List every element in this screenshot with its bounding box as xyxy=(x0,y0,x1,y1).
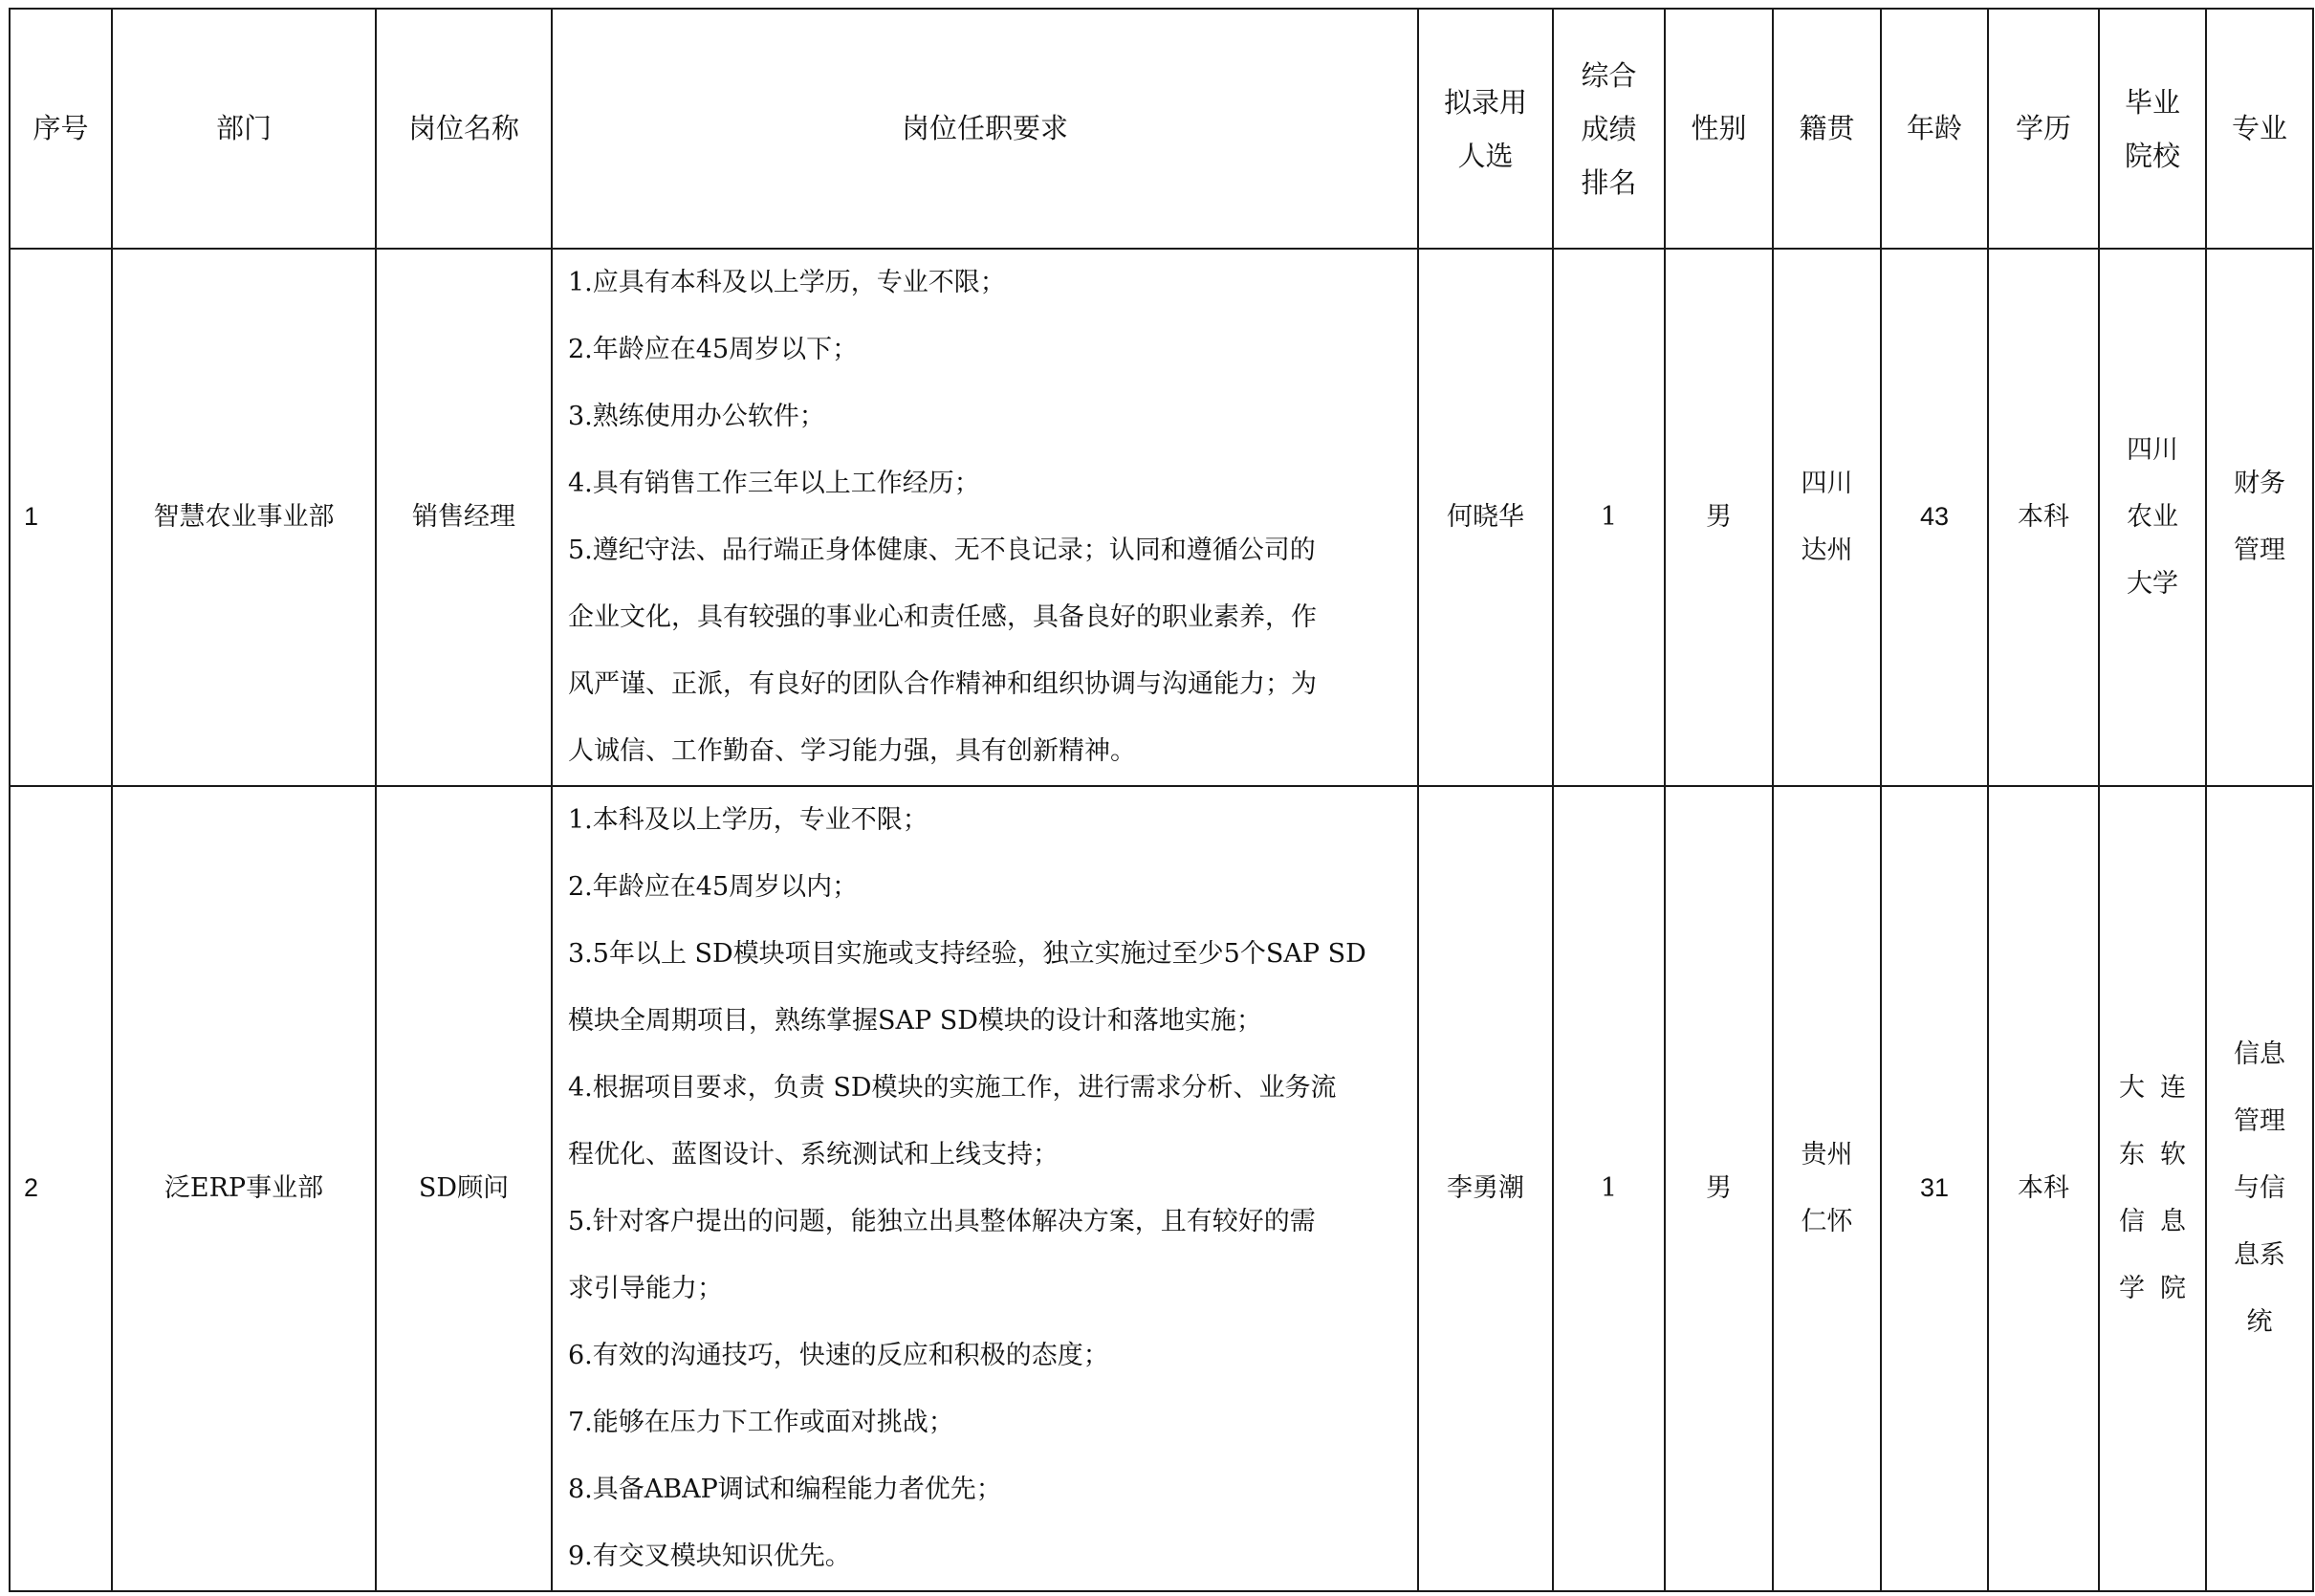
row-school: 大连 东软 信息 学院 xyxy=(2099,786,2206,1591)
requirement-line: 2.年龄应在45周岁以内； xyxy=(568,872,859,902)
header-row xyxy=(10,9,2313,249)
row-position: SD顾问 xyxy=(376,786,552,1591)
requirement-line: 6.有效的沟通技巧，快速的反应和积极的态度； xyxy=(568,1341,1109,1370)
row-major: 财务 管理 xyxy=(2206,249,2313,786)
table-row xyxy=(10,786,2313,1591)
requirement-line: 5.遵纪守法、品行端正身体健康、无不良记录；认同和遵循公司的 xyxy=(568,536,1316,565)
requirement-line: 模块全周期项目，熟练掌握SAP SD模块的设计和落地实施； xyxy=(568,1006,1262,1036)
requirement-line: 5.针对客户提出的问题，能独立出具整体解决方案，且有较好的需 xyxy=(568,1207,1316,1236)
header-gender: 性别 xyxy=(1665,9,1773,249)
header-major: 专业 xyxy=(2206,9,2313,249)
requirement-line: 7.能够在压力下工作或面对挑战； xyxy=(568,1408,954,1437)
requirement-line: 企业文化，具有较强的事业心和责任感，具备良好的职业素养，作 xyxy=(568,602,1317,632)
requirement-line: 3.5年以上 SD模块项目实施或支持经验，独立实施过至少5个SAP SD xyxy=(568,939,1366,969)
row-edu: 本科 xyxy=(1988,249,2099,786)
table-row xyxy=(10,249,2313,786)
header-origin: 籍贯 xyxy=(1773,9,1881,249)
requirement-line: 8.具备ABAP调试和编程能力者优先； xyxy=(568,1475,1002,1504)
row-requirements xyxy=(552,249,1418,786)
header-rank: 综合 成绩 排名 xyxy=(1553,9,1665,249)
requirement-line: 风严谨、正派，有良好的团队合作精神和组织协调与沟通能力；为 xyxy=(568,669,1317,699)
recruitment-table xyxy=(9,8,2314,1592)
row-gender: 男 xyxy=(1665,786,1773,1591)
requirement-line: 3.熟练使用办公软件； xyxy=(568,402,825,431)
requirement-line: 9.有交叉模块知识优先。 xyxy=(568,1541,851,1571)
requirement-line: 4.根据项目要求，负责 SD模块的实施工作，进行需求分析、业务流 xyxy=(568,1073,1337,1103)
row-rank: 1 xyxy=(1553,786,1665,1591)
row-gender: 男 xyxy=(1665,249,1773,786)
header-candidate: 拟录用 人选 xyxy=(1418,9,1553,249)
header-requirements: 岗位任职要求 xyxy=(552,9,1418,249)
row-age: 31 xyxy=(1881,786,1988,1591)
requirement-line: 2.年龄应在45周岁以下； xyxy=(568,335,859,364)
row-age: 43 xyxy=(1881,249,1988,786)
header-edu: 学历 xyxy=(1988,9,2099,249)
row-major: 信息 管理 与信 息系 统 xyxy=(2206,786,2313,1591)
row-edu: 本科 xyxy=(1988,786,2099,1591)
row-candidate: 李勇潮 xyxy=(1418,786,1553,1591)
requirement-line: 人诚信、工作勤奋、学习能力强，具有创新精神。 xyxy=(568,736,1136,766)
requirement-line: 程优化、蓝图设计、系统测试和上线支持； xyxy=(568,1140,1059,1170)
row-origin: 四川 达州 xyxy=(1773,249,1881,786)
row-rank: 1 xyxy=(1553,249,1665,786)
row-seq: 2 xyxy=(10,786,112,1591)
row-seq: 1 xyxy=(10,249,112,786)
header-seq: 序号 xyxy=(10,9,112,249)
row-origin: 贵州 仁怀 xyxy=(1773,786,1881,1591)
requirement-line: 求引导能力； xyxy=(568,1274,723,1303)
header-school: 毕业 院校 xyxy=(2099,9,2206,249)
row-school: 四川 农业 大学 xyxy=(2099,249,2206,786)
header-age: 年龄 xyxy=(1881,9,1988,249)
row-candidate: 何晓华 xyxy=(1418,249,1553,786)
header-dept: 部门 xyxy=(112,9,376,249)
row-requirements xyxy=(552,786,1418,1591)
requirement-line: 1.应具有本科及以上学历，专业不限； xyxy=(568,268,1006,297)
requirement-line: 1.本科及以上学历，专业不限； xyxy=(568,805,928,835)
row-dept: 智慧农业事业部 xyxy=(112,249,376,786)
requirement-line: 4.具有销售工作三年以上工作经历； xyxy=(568,469,980,498)
row-dept: 泛ERP事业部 xyxy=(112,786,376,1591)
row-position: 销售经理 xyxy=(376,249,552,786)
header-position: 岗位名称 xyxy=(376,9,552,249)
